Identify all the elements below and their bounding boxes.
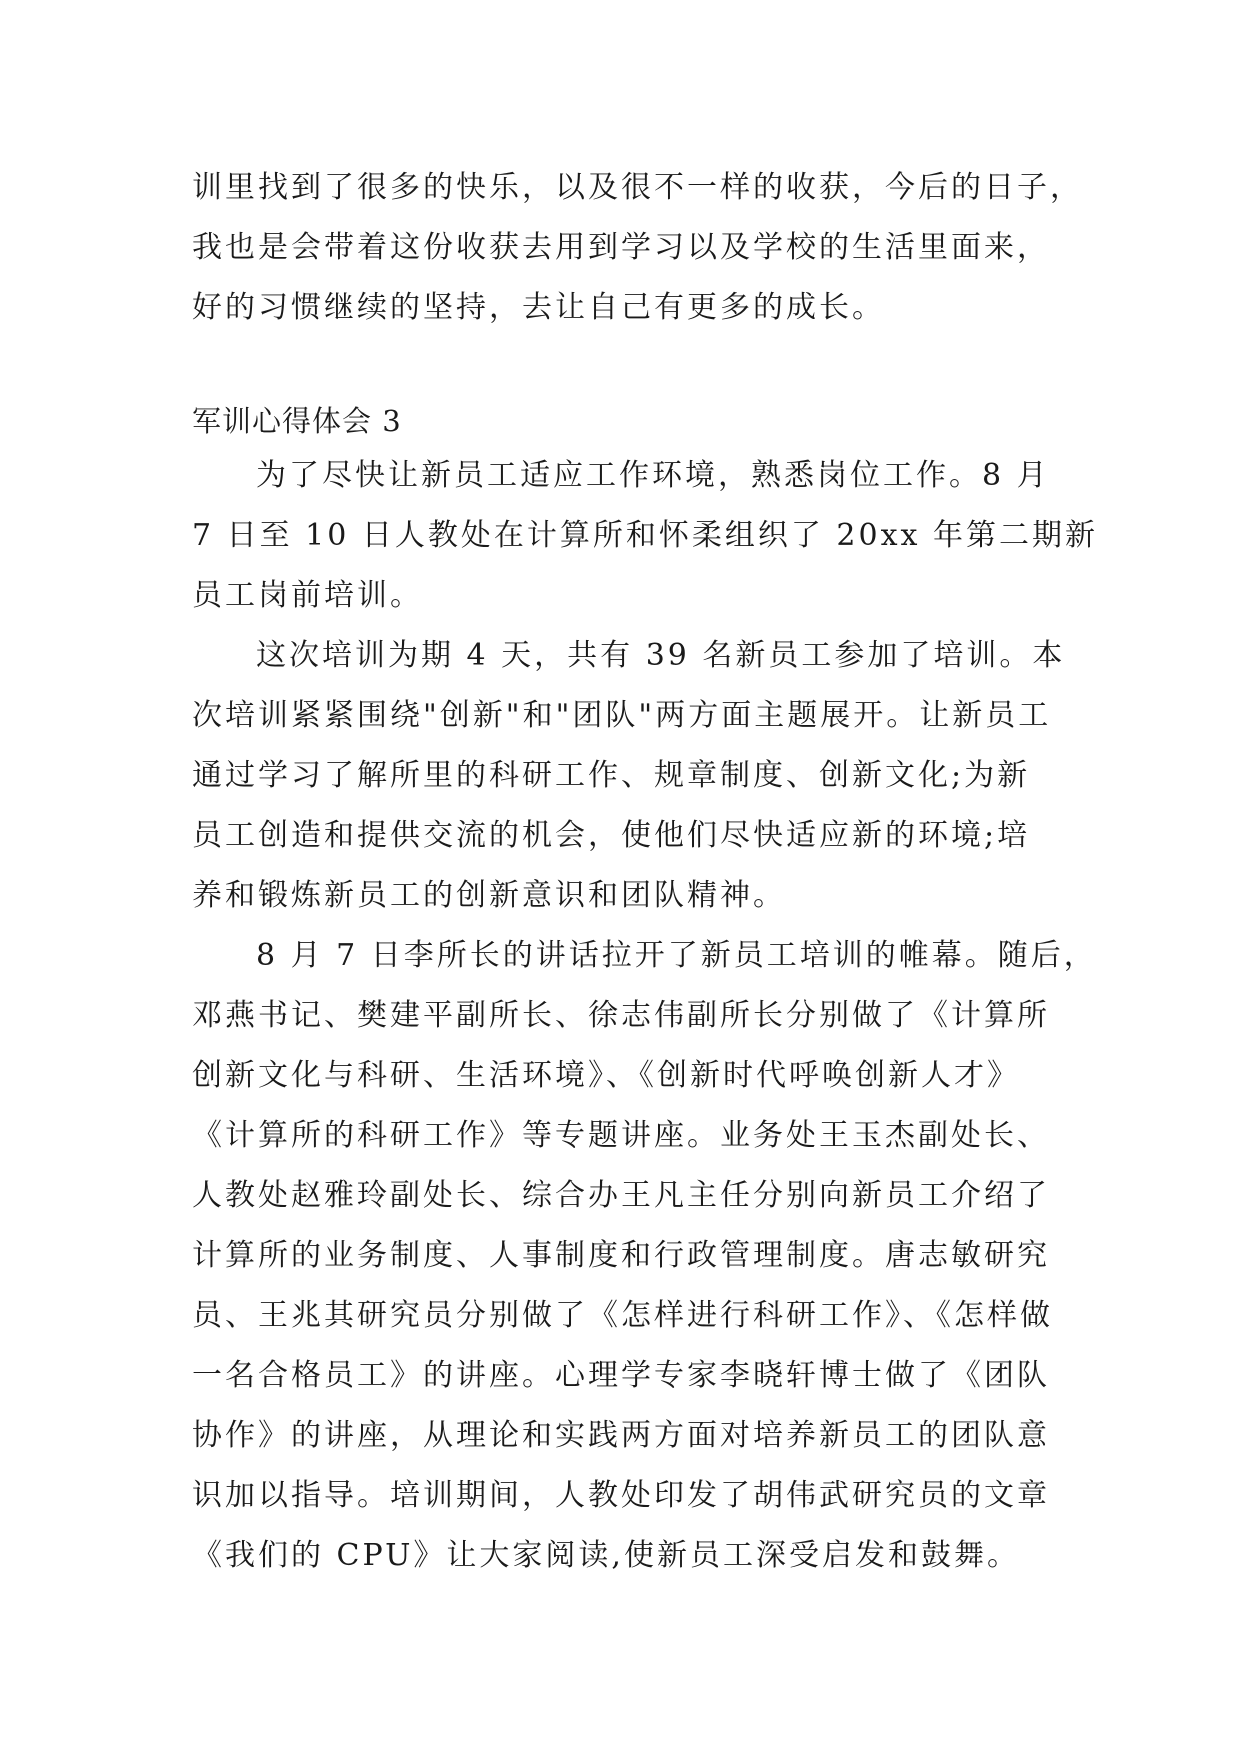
section-heading	[192, 391, 1072, 451]
text-line: 7 日至 10 日人教处在计算所和怀柔组织了 20xx 年第二期新	[192, 518, 1098, 553]
text-line: 人教处赵雅玲副处长、综合办王凡主任分别向新员工介绍了	[192, 1178, 1050, 1213]
text-line: 创新文化与科研、生活环境》、《创新时代呼唤创新人才》	[192, 1058, 1020, 1093]
text-line: 8 月 7 日李所长的讲话拉开了新员工培训的帷幕。随后，	[256, 938, 1097, 973]
text-line: 次培训紧紧围绕"创新"和"团队"两方面主题展开。让新员工	[192, 698, 1052, 733]
text-line: 我也是会带着这份收获去用到学习以及学校的生活里面来，	[192, 230, 1050, 265]
text-line: 《我们的 CPU》让大家阅读,使新员工深受启发和鼓舞。	[192, 1538, 1020, 1573]
continuation-paragraph	[192, 158, 1083, 338]
text-line: 计算所的业务制度、人事制度和行政管理制度。唐志敏研究	[192, 1238, 1050, 1273]
text-line: 员工岗前培训。	[192, 578, 423, 613]
text-line: 《计算所的科研工作》等专题讲座。业务处王玉杰副处长、	[192, 1118, 1050, 1153]
text-line: 通过学习了解所里的科研工作、规章制度、创新文化;为新	[192, 758, 1031, 793]
text-line: 这次培训为期 4 天，共有 39 名新员工参加了培训。本	[256, 638, 1066, 673]
heading-text: 军训心得体会 3	[192, 404, 402, 438]
text-line: 识加以指导。培训期间，人教处印发了胡伟武研究员的文章	[192, 1478, 1050, 1513]
paragraph-1	[192, 446, 1098, 626]
text-line: 好的习惯继续的坚持，去让自己有更多的成长。	[192, 290, 885, 325]
text-line: 邓燕书记、樊建平副所长、徐志伟副所长分别做了《计算所	[192, 998, 1050, 1033]
text-line: 员工创造和提供交流的机会，使他们尽快适应新的环境;培	[192, 818, 1031, 853]
text-line: 一名合格员工》的讲座。心理学专家李晓轩博士做了《团队	[192, 1358, 1050, 1393]
paragraph-3	[192, 926, 1097, 1586]
text-line: 员、王兆其研究员分别做了《怎样进行科研工作》、《怎样做	[192, 1298, 1053, 1333]
paragraph-2	[192, 626, 1072, 926]
text-line: 训里找到了很多的快乐，以及很不一样的收获，今后的日子，	[192, 170, 1083, 205]
text-line: 为了尽快让新员工适应工作环境，熟悉岗位工作。8 月	[256, 458, 1050, 493]
text-line: 养和锻炼新员工的创新意识和团队精神。	[192, 878, 786, 913]
text-line: 协作》的讲座，从理论和实践两方面对培养新员工的团队意	[192, 1418, 1050, 1453]
